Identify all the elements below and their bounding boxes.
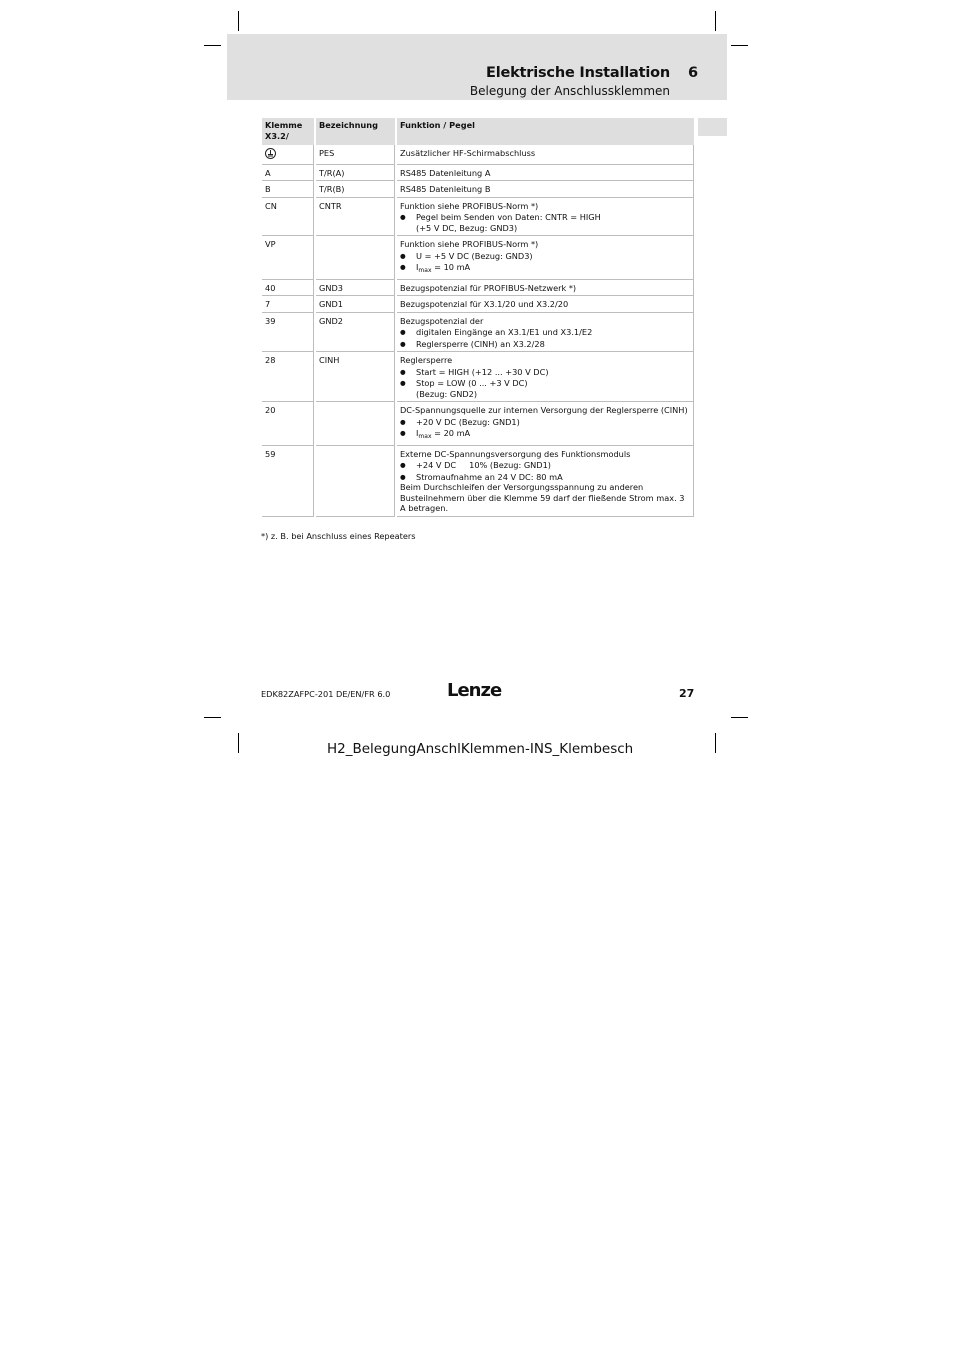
bullet-item: ● +24 V DC 10% (Bezug: GND1) bbox=[400, 460, 690, 471]
klemme-label: 40 bbox=[265, 282, 276, 293]
cell-bezeichnung bbox=[316, 236, 395, 280]
klemme-label: VP bbox=[265, 239, 276, 249]
table-row bbox=[262, 165, 694, 182]
cell-klemme bbox=[262, 181, 314, 198]
klemme-label: B bbox=[265, 184, 271, 194]
klemme-label: 59 bbox=[265, 448, 276, 459]
imax-subscript: max bbox=[418, 267, 432, 274]
cell-bezeichnung: GND3 bbox=[316, 280, 395, 297]
table-row bbox=[262, 280, 694, 297]
bullet-item: ● digitalen Eingänge an X3.1/E1 und X3.1/E2 bbox=[400, 327, 690, 338]
klemme-label: 39 bbox=[265, 315, 276, 326]
cell-klemme bbox=[262, 198, 314, 237]
cell-klemme bbox=[262, 446, 314, 517]
klemme-label: CN bbox=[265, 200, 277, 211]
funktion-text: RS485 Datenleitung A bbox=[400, 167, 491, 178]
bullet-item: ● Stromaufnahme an 24 V DC: 80 mA bbox=[400, 472, 690, 483]
cell-klemme bbox=[262, 145, 314, 165]
funktion-text: RS485 Datenleitung B bbox=[400, 184, 491, 194]
klemme-label: 20 bbox=[265, 405, 276, 415]
cell-funktion bbox=[397, 296, 694, 313]
cell-funktion bbox=[397, 280, 694, 297]
cell-klemme bbox=[262, 165, 314, 182]
cell-bezeichnung bbox=[316, 402, 395, 446]
bullet-item: ● Pegel beim Senden von Daten: CNTR = HIGH bbox=[400, 212, 690, 223]
lenze-logo: Lenze bbox=[447, 680, 502, 701]
cell-funktion bbox=[397, 145, 694, 165]
bullet-item: ● +20 V DC (Bezug: GND1) bbox=[400, 417, 690, 428]
ground-icon bbox=[265, 148, 276, 159]
cell-funktion bbox=[397, 165, 694, 182]
funktion-text: Externe DC-Spannungsversorgung des Funktionsmoduls bbox=[400, 448, 631, 459]
table-row bbox=[262, 198, 694, 237]
funktion-text: Funktion siehe PROFIBUS-Norm *) bbox=[400, 239, 539, 249]
bullet-item bbox=[400, 262, 690, 277]
bullet-item: ● Start = HIGH (+12 ... +30 V DC) bbox=[400, 367, 690, 378]
bullet-item: ● Reglersperre (CINH) an X3.2/28 bbox=[400, 339, 690, 350]
funktion-text: Bezugspotenzial der bbox=[400, 315, 484, 326]
chapter-title: Elektrische Installation bbox=[485, 65, 670, 81]
cell-bezeichnung: CNTR bbox=[316, 198, 395, 237]
cell-funktion bbox=[397, 198, 694, 237]
bullet-item bbox=[400, 428, 690, 443]
klemme-label: 28 bbox=[265, 355, 276, 365]
cell-funktion bbox=[397, 402, 694, 446]
cell-funktion bbox=[397, 446, 694, 517]
imax-subscript: max bbox=[418, 433, 432, 440]
table-header-row bbox=[262, 118, 694, 145]
table-row bbox=[262, 181, 694, 198]
document-id: EDK82ZAFPC-201 DE/EN/FR 6.0 bbox=[261, 689, 391, 699]
table-row bbox=[262, 236, 694, 280]
crop-mark bbox=[238, 11, 239, 31]
funktion-text: Funktion siehe PROFIBUS-Norm *) bbox=[400, 200, 539, 211]
funktion-text: Bezugspotenzial für PROFIBUS-Netzwerk *) bbox=[400, 282, 577, 293]
file-label: H2_BelegungAnschlKlemmen-INS_Klembesch bbox=[327, 741, 634, 757]
cell-bezeichnung: T/R(A) bbox=[316, 165, 395, 182]
funktion-text: Bezugspotenzial für X3.1/20 und X3.2/20 bbox=[400, 299, 569, 309]
imax-symbol: I bbox=[416, 262, 419, 272]
crop-mark bbox=[204, 45, 221, 46]
cell-klemme bbox=[262, 236, 314, 280]
header-klemme: Klemme X3.2/ bbox=[262, 118, 314, 145]
page-number: 27 bbox=[679, 687, 695, 700]
cell-klemme bbox=[262, 296, 314, 313]
terminal-table bbox=[260, 118, 696, 517]
table-row bbox=[262, 446, 694, 517]
cell-funktion bbox=[397, 352, 694, 402]
crop-mark bbox=[238, 733, 239, 753]
table-row bbox=[262, 402, 694, 446]
cell-bezeichnung: GND1 bbox=[316, 296, 395, 313]
header-bezeichnung: Bezeichnung bbox=[316, 118, 395, 145]
table-body bbox=[262, 145, 694, 517]
funktion-text: Zusätzlicher HF-Schirmabschluss bbox=[400, 148, 536, 158]
crop-mark bbox=[731, 45, 748, 46]
crop-mark bbox=[715, 733, 716, 753]
cell-klemme bbox=[262, 402, 314, 446]
funktion-text: Reglersperre bbox=[400, 355, 453, 365]
crop-mark bbox=[204, 717, 221, 718]
cell-funktion bbox=[397, 313, 694, 353]
cell-klemme bbox=[262, 313, 314, 353]
chapter-subtitle: Belegung der Anschlussklemmen bbox=[469, 84, 670, 98]
cell-bezeichnung: PES bbox=[316, 145, 395, 165]
chapter-tab bbox=[698, 118, 727, 136]
cell-bezeichnung: CINH bbox=[316, 352, 395, 402]
chapter-number: 6 bbox=[688, 65, 699, 81]
cell-funktion bbox=[397, 236, 694, 280]
imax-symbol: I bbox=[416, 428, 419, 438]
funktion-text: DC-Spannungsquelle zur internen Versorgung der Reglersperre (CINH) bbox=[400, 405, 688, 415]
cell-funktion bbox=[397, 181, 694, 198]
cell-klemme bbox=[262, 352, 314, 402]
crop-mark bbox=[731, 717, 748, 718]
cell-bezeichnung: T/R(B) bbox=[316, 181, 395, 198]
klemme-label: A bbox=[265, 167, 271, 178]
table-row bbox=[262, 313, 694, 353]
note-text: Beim Durchschleifen der Versorgungsspannung zu anderen Busteilnehmern über die Klemme 59 darf der fließende Strom max. 3 A betragen. bbox=[400, 482, 685, 513]
continuation-text: (+5 V DC, Bezug: GND3) bbox=[416, 222, 518, 233]
bullet-item: ● Stop = LOW (0 ... +3 V DC) bbox=[400, 378, 690, 389]
cell-bezeichnung: GND2 bbox=[316, 313, 395, 353]
imax-value: = 20 mA bbox=[431, 428, 471, 438]
cell-bezeichnung bbox=[316, 446, 395, 517]
table-row bbox=[262, 352, 694, 402]
crop-mark bbox=[715, 11, 716, 31]
cell-klemme bbox=[262, 280, 314, 297]
bullet-item: ● U = +5 V DC (Bezug: GND3) bbox=[400, 251, 690, 262]
table-row bbox=[262, 296, 694, 313]
footnote: *) z. B. bei Anschluss eines Repeaters bbox=[261, 531, 416, 541]
imax-value: = 10 mA bbox=[431, 262, 471, 272]
klemme-label: 7 bbox=[265, 299, 271, 309]
continuation-text: (Bezug: GND2) bbox=[416, 388, 478, 399]
header-funktion: Funktion / Pegel bbox=[397, 118, 694, 145]
table-row bbox=[262, 145, 694, 165]
